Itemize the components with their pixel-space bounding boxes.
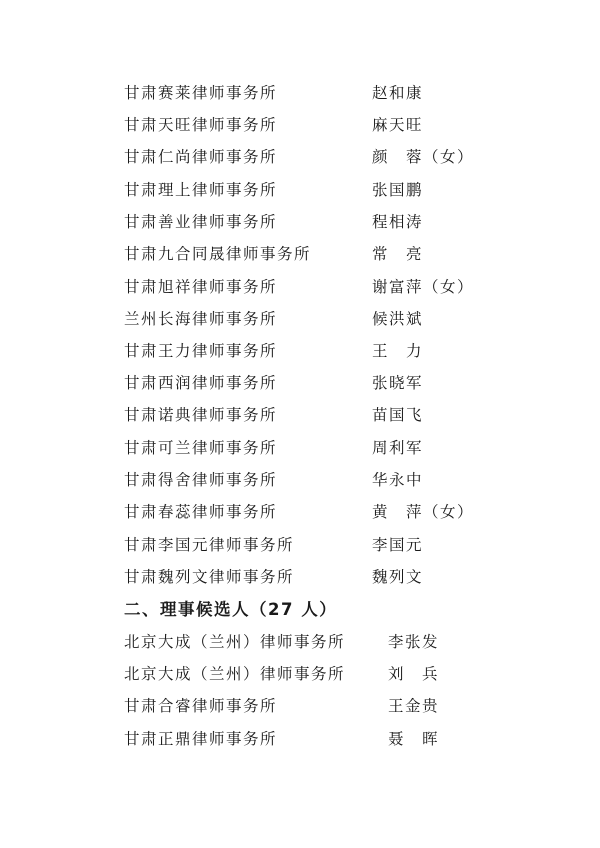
candidate-name: 苗国飞 [372, 406, 424, 424]
list-item [0, 81, 600, 105]
candidate-name: 颜 蓉（女） [372, 148, 475, 166]
law-firm-name: 甘肃魏列文律师事务所 [124, 568, 295, 586]
list-item [0, 436, 600, 460]
candidate-name: 华永中 [372, 471, 424, 489]
list-item [0, 403, 600, 427]
candidate-name: 王金贵 [388, 697, 440, 715]
candidate-name: 王 力 [372, 342, 424, 360]
list-item [0, 339, 600, 363]
section-heading: 二、理事候选人（27 人） [124, 600, 338, 619]
law-firm-name: 甘肃春蕊律师事务所 [124, 503, 278, 521]
list-item [0, 500, 600, 524]
law-firm-name: 甘肃仁尚律师事务所 [124, 148, 278, 166]
candidate-name: 李国元 [372, 536, 424, 554]
list-item [0, 178, 600, 202]
candidate-name: 张国鹏 [372, 181, 424, 199]
list-item [0, 242, 600, 266]
candidate-name: 聂 晖 [388, 730, 440, 748]
law-firm-name: 甘肃善业律师事务所 [124, 213, 278, 231]
candidate-name: 常 亮 [372, 245, 424, 263]
candidate-name: 刘 兵 [388, 665, 440, 683]
law-firm-name: 甘肃九合同晟律师事务所 [124, 245, 312, 263]
law-firm-name: 兰州长海律师事务所 [124, 310, 278, 328]
list-item [0, 630, 600, 654]
law-firm-name: 甘肃王力律师事务所 [124, 342, 278, 360]
list-item [0, 694, 600, 718]
list-item [0, 727, 600, 751]
candidate-name: 麻天旺 [372, 116, 424, 134]
list-item [0, 371, 600, 395]
list-item [0, 210, 600, 234]
candidate-name: 程相涛 [372, 213, 424, 231]
law-firm-name: 甘肃旭祥律师事务所 [124, 278, 278, 296]
law-firm-name: 甘肃得舍律师事务所 [124, 471, 278, 489]
candidate-name: 候洪斌 [372, 310, 424, 328]
law-firm-name: 北京大成（兰州）律师事务所 [124, 665, 346, 683]
law-firm-name: 甘肃李国元律师事务所 [124, 536, 295, 554]
candidate-name: 魏列文 [372, 568, 424, 586]
candidate-name: 赵和康 [372, 84, 424, 102]
law-firm-name: 甘肃诺典律师事务所 [124, 406, 278, 424]
candidate-name: 黄 萍（女） [372, 503, 475, 521]
law-firm-name: 甘肃西润律师事务所 [124, 374, 278, 392]
list-item [0, 662, 600, 686]
law-firm-name: 甘肃天旺律师事务所 [124, 116, 278, 134]
law-firm-name: 甘肃合睿律师事务所 [124, 697, 278, 715]
list-item [0, 533, 600, 557]
law-firm-name: 甘肃正鼎律师事务所 [124, 730, 278, 748]
list-item [0, 145, 600, 169]
list-item [0, 468, 600, 492]
candidate-name: 谢富萍（女） [372, 278, 475, 296]
list-item [0, 275, 600, 299]
list-item [0, 565, 600, 589]
candidate-name: 周利军 [372, 439, 424, 457]
law-firm-name: 甘肃可兰律师事务所 [124, 439, 278, 457]
list-item [0, 307, 600, 331]
candidate-name: 张晓军 [372, 374, 424, 392]
law-firm-name: 甘肃理上律师事务所 [124, 181, 278, 199]
list-item [0, 113, 600, 137]
candidate-name: 李张发 [388, 633, 440, 651]
law-firm-name: 北京大成（兰州）律师事务所 [124, 633, 346, 651]
law-firm-name: 甘肃赛莱律师事务所 [124, 84, 278, 102]
